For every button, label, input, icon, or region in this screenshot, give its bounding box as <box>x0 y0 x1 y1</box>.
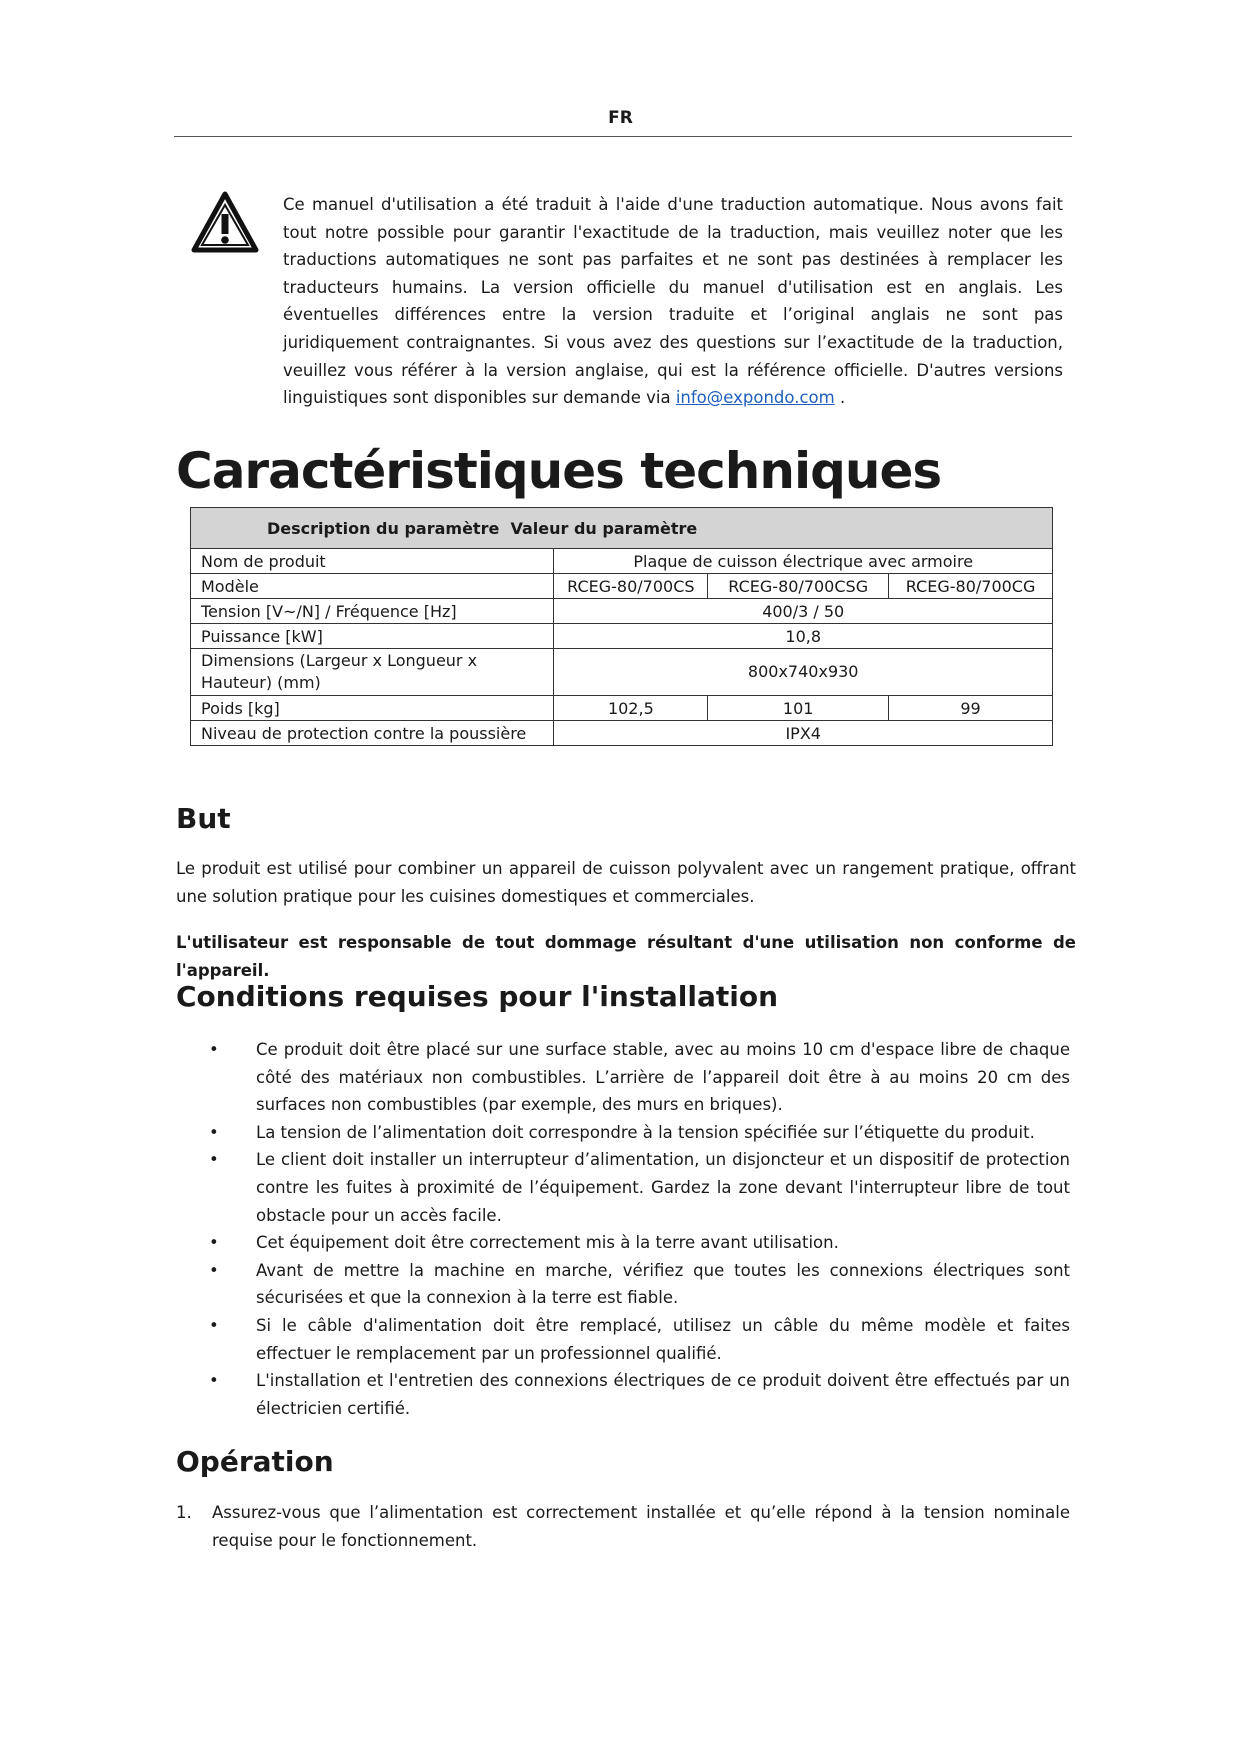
table-row <box>191 649 1053 696</box>
bullet-icon: • <box>209 1122 219 1142</box>
weight-value: 99 <box>889 696 1053 721</box>
row-label: Niveau de protection contre la poussière <box>191 721 554 746</box>
list-item <box>176 1367 1070 1422</box>
list-item <box>176 1257 1070 1312</box>
step-text: Assurez-vous que l’alimentation est correctement installée et qu’elle répond à la tension nominale requise pour le fonctionnement. <box>212 1503 1070 1550</box>
row-value: IPX4 <box>554 721 1053 746</box>
bullet-icon: • <box>209 1315 219 1335</box>
model-value: RCEG-80/700CG <box>889 574 1053 599</box>
weight-value: 102,5 <box>554 696 708 721</box>
header-desc: Description du paramètre <box>267 518 500 538</box>
row-label: Modèle <box>191 574 554 599</box>
step-number: 1. <box>176 1503 192 1522</box>
spec-header-row <box>191 508 1053 549</box>
bullet-icon: • <box>209 1260 219 1280</box>
list-item-text: Le client doit installer un interrupteur d’alimentation, un disjoncteur et un dispositif de protection contre les fuites à proximité de l’équipement. Gardez la zone devant l'interrupteur libre de tout obstacle pour un accès facile. <box>256 1150 1070 1225</box>
row-label: Nom de produit <box>191 549 554 574</box>
header-rule <box>174 136 1072 137</box>
installation-list <box>176 1036 1070 1422</box>
row-label: Dimensions (Largeur x Longueur x Hauteur) (mm) <box>191 649 554 696</box>
list-item-text: Si le câble d'alimentation doit être remplacé, utilisez un câble du même modèle et faites effectuer le remplacement par un professionnel qualifié. <box>256 1315 1070 1363</box>
row-value: 10,8 <box>554 624 1053 649</box>
support-email-link[interactable]: info@expondo.com <box>675 388 835 408</box>
list-item-text: Cet équipement doit être correctement mis à la terre avant utilisation. <box>256 1233 839 1253</box>
bullet-icon: • <box>209 1040 219 1059</box>
list-item-text: La tension de l’alimentation doit correspondre à la tension spécifiée sur l’étiquette du produit. <box>256 1122 1035 1142</box>
table-row <box>191 624 1053 649</box>
notice-suffix: . <box>834 388 846 408</box>
model-value: RCEG-80/700CS <box>554 574 708 599</box>
row-label: Puissance [kW] <box>191 624 554 649</box>
list-item-text: Ce produit doit être placé sur une surface stable, avec au moins 10 cm d'espace libre de chaque côté des matériaux non combustibles. L’arrière de l’appareil doit être à au moins 20 cm des surfaces non combustibles (par exemple, des murs en briques). <box>256 1040 1070 1115</box>
list-item <box>176 1036 1070 1119</box>
table-row <box>191 696 1053 721</box>
purpose-text: Le produit est utilisé pour combiner un appareil de cuisson polyvalent avec un rangement pratique, offrant une solution pratique pour les cuisines domestiques et commerciales. <box>176 859 1076 906</box>
purpose-heading: But <box>176 802 231 835</box>
notice-text: Ce manuel d'utilisation a été traduit à l'aide d'une traduction automatique. Nous avons fait tout notre possible pour garantir l'exactitude de la traduction, mais veuillez noter que les traductions automatiques ne sont pas parfaites et ne sont pas destinées à remplacer les traducteurs humains. La version officielle du manuel d'utilisation est en anglais. Les éventuelles différences entre la version traduite et l’original anglais ne sont pas juridiquement contraignantes. Si vous avez des questions sur l’exactitude de la traduction, veuillez vous référer à la version anglaise, qui est la référence officielle. D'autres versions linguistiques sont disponibles sur demande via <box>283 195 1063 408</box>
list-item-text: L'installation et l'entretien des connexions électriques de ce produit doivent être effectués par un électricien certifié. <box>256 1371 1070 1418</box>
list-item <box>176 1119 1070 1147</box>
operation-heading: Opération <box>176 1445 334 1478</box>
operation-steps <box>176 1499 1070 1554</box>
bullet-icon: • <box>209 1371 219 1391</box>
table-row <box>191 721 1053 746</box>
list-item <box>176 1146 1070 1229</box>
liability-text: L'utilisateur est responsable de tout dommage résultant d'une utilisation non conforme de l'appareil. <box>176 933 1076 980</box>
list-item <box>176 1499 1070 1554</box>
page-title: Caractéristiques techniques <box>176 442 942 500</box>
table-row <box>191 549 1053 574</box>
bullet-icon: • <box>209 1150 219 1170</box>
list-item <box>176 1229 1070 1257</box>
spec-table <box>190 507 1053 746</box>
warning-triangle-icon <box>190 190 260 254</box>
table-row <box>191 574 1053 599</box>
list-item <box>176 1312 1070 1367</box>
row-value: 800x740x930 <box>554 649 1053 696</box>
list-item-text: Avant de mettre la machine en marche, vérifiez que toutes les connexions électriques sont sécurisées et que la connexion à la terre est fiable. <box>256 1260 1070 1308</box>
bullet-icon: • <box>209 1233 219 1253</box>
installation-heading: Conditions requises pour l'installation <box>176 980 779 1013</box>
row-value: 400/3 / 50 <box>554 599 1053 624</box>
header-value: Valeur du paramètre <box>510 518 698 538</box>
row-label: Tension [V~/N] / Fréquence [Hz] <box>191 599 554 624</box>
table-row <box>191 599 1053 624</box>
model-value: RCEG-80/700CSG <box>708 574 889 599</box>
row-value: Plaque de cuisson électrique avec armoire <box>554 549 1053 574</box>
weight-value: 101 <box>708 696 889 721</box>
language-label: FR <box>608 108 633 128</box>
row-label: Poids [kg] <box>191 696 554 721</box>
translation-notice <box>283 191 1063 412</box>
